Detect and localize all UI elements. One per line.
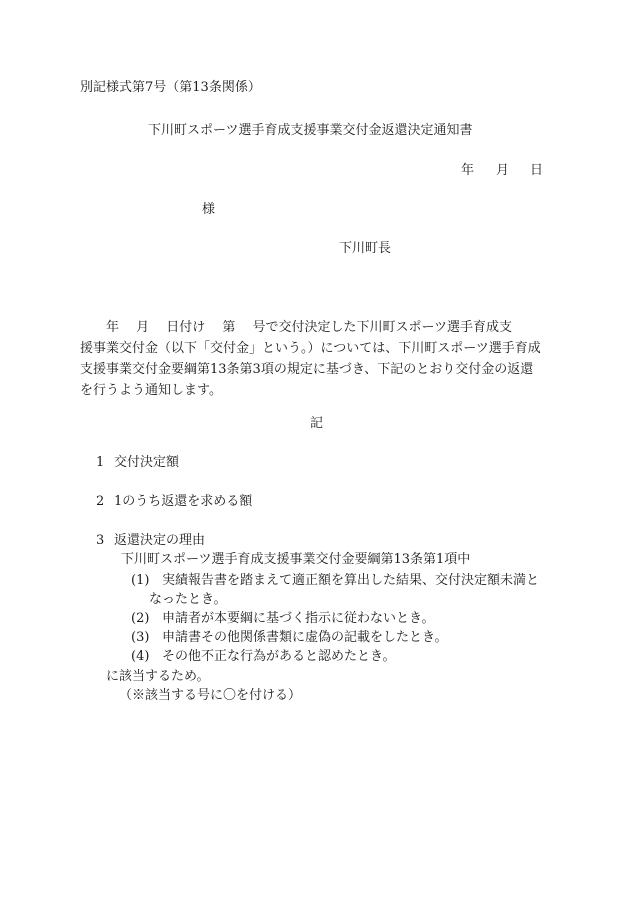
reason-text: 申請書その他関係書類に虚偽の記載をしたとき。 [162, 630, 448, 645]
reason-number: (3) [131, 630, 150, 645]
note-text: （※該当する号に〇を付ける） [119, 688, 302, 703]
body-line: 年 月 日付け 第 号で交付決定した下川町スポーツ選手育成支 [106, 320, 513, 335]
reason-number: (1) [131, 573, 150, 588]
item-label: 返還決定の理由 [114, 533, 206, 548]
ki-heading: 記 [310, 416, 324, 431]
item-number: 2 [96, 494, 105, 509]
date-year: 年 [461, 163, 475, 178]
addressee-suffix: 様 [202, 202, 216, 217]
date-day: 日 [530, 163, 544, 178]
reason-text: 申請者が本要綱に基づく指示に従わないとき。 [162, 611, 435, 626]
date-month: 月 [496, 163, 510, 178]
body-line: 援事業交付金（以下「交付金」という。）については、下川町スポーツ選手育成 [80, 341, 541, 356]
item-label: 交付決定額 [114, 455, 180, 470]
form-label: 別記様式第7号（第13条関係） [80, 80, 261, 95]
item-number: 3 [96, 533, 105, 548]
reason-number: (4) [131, 649, 150, 664]
body-paragraph [80, 317, 550, 401]
item-number: 1 [96, 455, 105, 470]
reason-text: 実績報告書を踏まえて適正額を算出した結果、交付決定額未満と [162, 573, 540, 588]
item-label: 1のうち返還を求める額 [114, 494, 253, 509]
issuer: 下川町長 [339, 241, 392, 256]
applicable-text: に該当するため。 [106, 669, 210, 684]
body-line: 支援事業交付金要綱第13条第3項の規定に基づき、下記のとおり交付金の返還 [80, 362, 534, 377]
body-line: を行うよう通知します。 [80, 383, 222, 398]
document-title: 下川町スポーツ選手育成支援事業交付金返還決定通知書 [148, 123, 473, 138]
reason-text: その他不正な行為があると認めたとき。 [162, 649, 396, 664]
reason-number: (2) [131, 611, 150, 626]
reason-intro: 下川町スポーツ選手育成支援事業交付金要綱第13条第1項中 [121, 552, 471, 567]
reason-text-continued: なったとき。 [149, 592, 227, 607]
